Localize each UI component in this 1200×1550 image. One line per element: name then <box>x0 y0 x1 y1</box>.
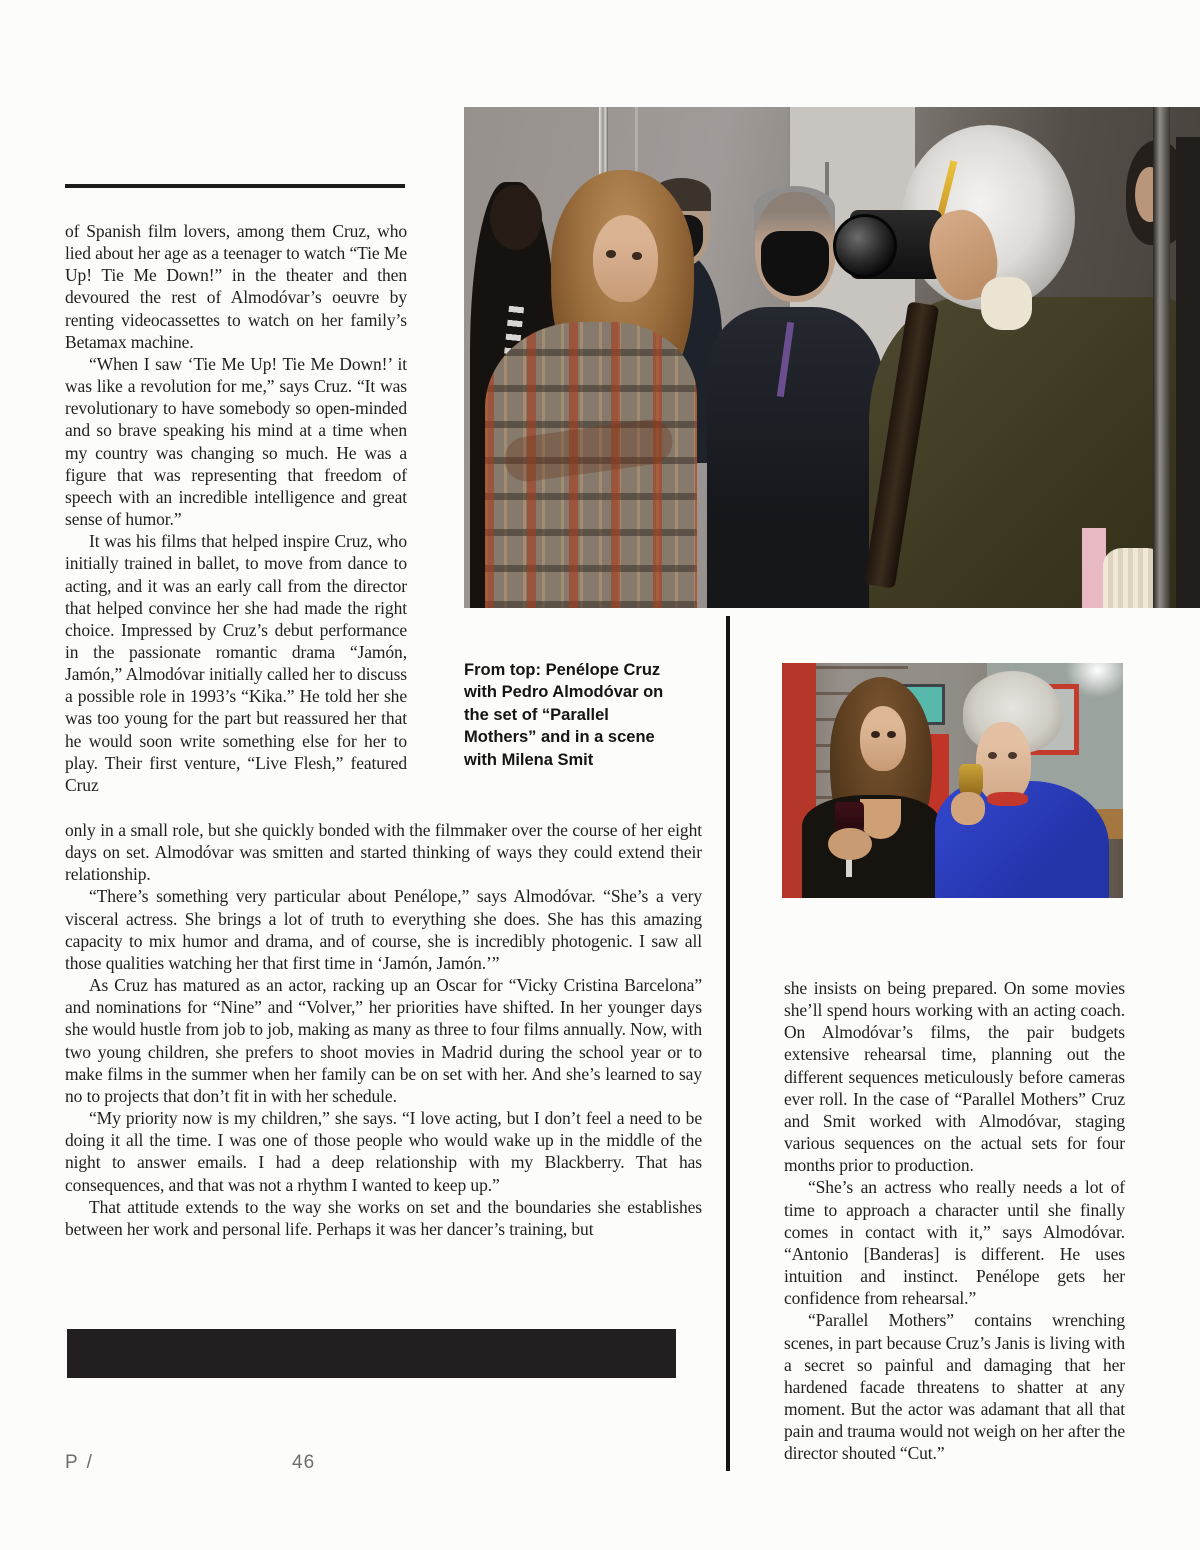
smit-hand <box>951 792 985 825</box>
paragraph: “My priority now is my children,” she says. “I love acting, but I don’t feel a need to be doing it all the time. I was one of those people who would wake up in the middle of the night to answer emails. I had a deep relationship with my Blackberry. That has consequences, and that was not a rhythm I wanted to keep up.” <box>65 1108 702 1195</box>
photo-movie-scene <box>782 663 1123 898</box>
cruz-face <box>593 215 658 303</box>
paragraph: “Parallel Mothers” contains wrenching scenes, in part because Cruz’s Janis is living with a secret so painful and damaging that her hardened facade threatens to shatter at any moment. But the actor was adamant that all that pain and trauma would not weigh on her after the director shouted “Cut.” <box>784 1310 1125 1464</box>
cruz-eyes <box>871 731 880 738</box>
background-shadow <box>1176 137 1200 608</box>
masked-man-figure <box>707 307 884 608</box>
black-redaction-bar <box>67 1329 676 1378</box>
magazine-mark: P / <box>65 1452 94 1473</box>
photo-caption: From top: Penélope Cruz with Pedro Almodóvar on the set of “Parallel Mothers” and in a scene with Milena Smit <box>464 661 664 769</box>
paragraph: As Cruz has matured as an actor, racking up an Oscar for “Vicky Cristina Barcelona” and nominations for “Nine” and “Volver,” her priorities have shifted. In her younger days she would hustle from job to job, making as many as three to four films annually. Now, with two young children, she prefers to shoot movies in Madrid during the school year or to make films in the summer when her family can be on set with her. And she’s learned to say no to projects that don’t fit in with her schedule. <box>65 975 702 1106</box>
paragraph: “When I saw ‘Tie Me Up! Tie Me Down!’ it was like a revolution for me,” says Cruz. “It was revolutionary to have somebody so open-minded and so brave speaking his mind at a time when my country was changing so much. He was a figure that was representing that freedom of speech with an incredible intelligence and great sense of humor.” <box>65 353 407 530</box>
column-divider <box>726 616 730 1471</box>
paragraph: “She’s an actress who really needs a lot of time to approach a character until she finally comes in contact with it,” says Almodóvar. “Antonio [Banderas] is different. He uses intuition and instinct. Penélope gets her confidence from rehearsal.” <box>784 1177 1125 1309</box>
light-stand-pole <box>1153 107 1170 608</box>
wide-text-column <box>65 819 702 1240</box>
camera-lens <box>833 214 897 278</box>
right-text-column <box>784 977 1125 1464</box>
cruz-eyes <box>606 250 616 258</box>
smit-face <box>976 722 1031 802</box>
paragraph: It was his films that helped inspire Cruz, who initially trained in ballet, to move from dance to acting, and it was an early call from the director that helped convince her she had made the right choice. Impressed by Cruz’s debut performance in the passionate romantic drama “Jamón, Jamón,” Almodóvar initially called her to discuss a possible role in 1993’s “Kika.” He told her she was too young for the part but reassured her that he would soon write something else for her to play. Their first venture, “Live Flesh,” featured Cruz <box>65 531 407 795</box>
left-text-column <box>65 220 407 796</box>
red-collar <box>987 792 1028 806</box>
photo-behind-the-scenes <box>464 107 1200 608</box>
paragraph: That attitude extends to the way she works on set and the boundaries she establishes between her work and personal life. Perhaps it was her dancer’s training, but <box>65 1196 702 1239</box>
cruz-face <box>860 706 906 771</box>
page-number: 46 <box>292 1452 316 1473</box>
paragraph: “There’s something very particular about Penélope,” says Almodóvar. “She’s a very visceral actress. She brings a lot of truth to everything she does. She has this amazing capacity to mix humor and drama, and of course, she is incredibly photogenic. I saw all those qualities watching her that first time in ‘Jamón, Jamón.’” <box>65 886 702 973</box>
paragraph: of Spanish film lovers, among them Cruz, who lied about her age as a teenager to watch “Tie Me Up! Tie Me Down!” in the theater and then devoured the rest of Almodóvar’s oeuvre by renting videocassettes to watch on her family’s Betamax machine. <box>65 221 407 352</box>
paragraph: she insists on being prepared. On some movies she’ll spend hours working with an acting coach. On Almodóvar’s films, the pair budgets extensive rehearsal time, planning out the different sequences meticulously before cameras ever roll. In the case of “Parallel Mothers” Cruz and Smit worked with Almodóvar, staging various sequences on the actual sets for four months prior to production. <box>784 978 1125 1176</box>
cream-cuff <box>981 277 1033 330</box>
paragraph: only in a small role, but she quickly bonded with the filmmaker over the course of her eight days on set. Almodóvar was smitten and started thinking of ways they could extend their relationship. <box>65 820 702 885</box>
section-rule <box>65 184 405 188</box>
crew-member-head <box>490 185 542 250</box>
